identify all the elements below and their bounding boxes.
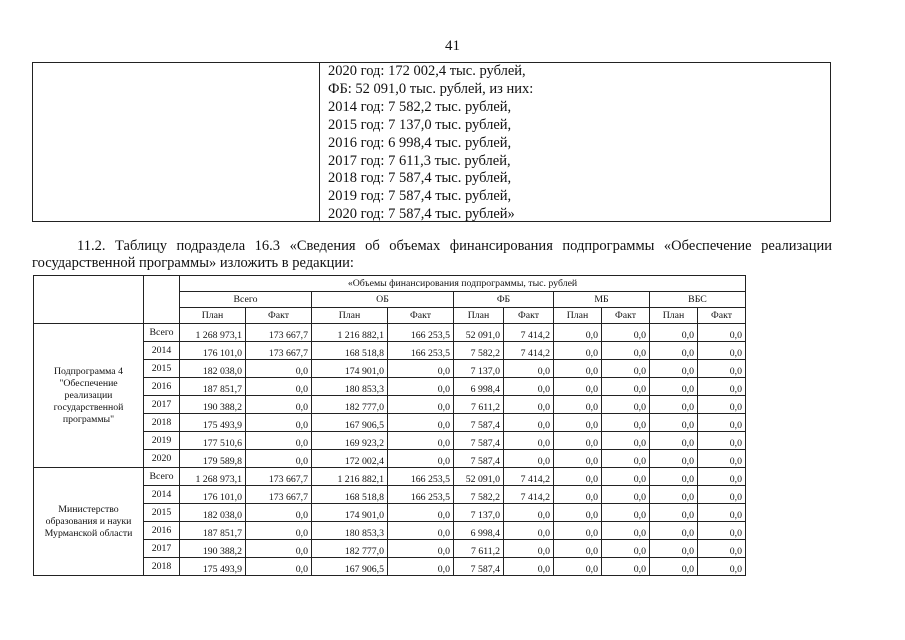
header-blank-name	[34, 276, 144, 324]
plan-header: План	[180, 308, 246, 324]
value-cell: 7 587,4	[454, 450, 504, 468]
page-number: 41	[445, 38, 460, 54]
fact-header: Факт	[504, 308, 554, 324]
value-cell: 7 137,0	[454, 360, 504, 378]
value-cell: 0,0	[504, 540, 554, 558]
plan-header: План	[312, 308, 388, 324]
fact-header: Факт	[698, 308, 746, 324]
value-cell: 7 582,2	[454, 342, 504, 360]
value-cell: 0,0	[504, 414, 554, 432]
value-cell: 7 587,4	[454, 432, 504, 450]
value-cell: 0,0	[554, 504, 602, 522]
value-cell: 0,0	[602, 504, 650, 522]
year-cell: 2016	[144, 378, 180, 396]
value-cell: 0,0	[602, 540, 650, 558]
value-cell: 0,0	[698, 486, 746, 504]
value-cell: 0,0	[504, 558, 554, 576]
year-cell: 2016	[144, 522, 180, 540]
value-cell: 0,0	[554, 486, 602, 504]
value-cell: 182 777,0	[312, 540, 388, 558]
value-cell: 182 038,0	[180, 360, 246, 378]
value-cell: 0,0	[554, 450, 602, 468]
value-cell: 7 582,2	[454, 486, 504, 504]
plan-header: План	[650, 308, 698, 324]
value-cell: 0,0	[504, 396, 554, 414]
value-cell: 173 667,7	[246, 342, 312, 360]
value-cell: 0,0	[698, 360, 746, 378]
value-cell: 176 101,0	[180, 486, 246, 504]
value-cell: 0,0	[246, 360, 312, 378]
value-cell: 0,0	[602, 522, 650, 540]
value-cell: 1 216 882,1	[312, 468, 388, 486]
value-cell: 0,0	[698, 468, 746, 486]
year-cell: 2014	[144, 486, 180, 504]
funding-line: ФБ: 52 091,0 тыс. рублей, из них:	[328, 80, 534, 97]
value-cell: 0,0	[388, 558, 454, 576]
group-header: ФБ	[454, 292, 554, 308]
value-cell: 7 414,2	[504, 342, 554, 360]
value-cell: 0,0	[698, 522, 746, 540]
value-cell: 7 414,2	[504, 486, 554, 504]
value-cell: 0,0	[698, 324, 746, 342]
value-cell: 0,0	[698, 432, 746, 450]
value-cell: 190 388,2	[180, 396, 246, 414]
continuation-table	[32, 62, 831, 222]
value-cell: 174 901,0	[312, 504, 388, 522]
value-cell: 52 091,0	[454, 468, 504, 486]
value-cell: 177 510,6	[180, 432, 246, 450]
funding-line: 2020 год: 172 002,4 тыс. рублей,	[328, 63, 526, 79]
group-header: Всего	[180, 292, 312, 308]
value-cell: 0,0	[388, 396, 454, 414]
value-cell: 180 853,3	[312, 522, 388, 540]
value-cell: 0,0	[698, 504, 746, 522]
value-cell: 0,0	[388, 504, 454, 522]
value-cell: 172 002,4	[312, 450, 388, 468]
funding-line: 2015 год: 7 137,0 тыс. рублей,	[328, 116, 512, 133]
value-cell: 7 414,2	[504, 468, 554, 486]
value-cell: 7 414,2	[504, 324, 554, 342]
funding-line: 2014 год: 7 582,2 тыс. рублей,	[328, 98, 512, 115]
value-cell: 0,0	[650, 468, 698, 486]
value-cell: 52 091,0	[454, 324, 504, 342]
value-cell: 0,0	[554, 414, 602, 432]
value-cell: 7 587,4	[454, 558, 504, 576]
year-cell: 2018	[144, 414, 180, 432]
funding-line: 2018 год: 7 587,4 тыс. рублей,	[328, 170, 512, 187]
plan-header: План	[454, 308, 504, 324]
year-cell: 2017	[144, 540, 180, 558]
year-cell: 2018	[144, 558, 180, 576]
value-cell: 169 923,2	[312, 432, 388, 450]
value-cell: 0,0	[388, 432, 454, 450]
value-cell: 0,0	[650, 522, 698, 540]
fact-header: Факт	[388, 308, 454, 324]
table-row	[34, 468, 746, 486]
value-cell: 0,0	[650, 540, 698, 558]
value-cell: 0,0	[602, 432, 650, 450]
value-cell: 0,0	[554, 540, 602, 558]
value-cell: 0,0	[246, 450, 312, 468]
value-cell: 0,0	[554, 342, 602, 360]
value-cell: 0,0	[650, 558, 698, 576]
value-cell: 166 253,5	[388, 324, 454, 342]
value-cell: 0,0	[650, 504, 698, 522]
value-cell: 0,0	[504, 522, 554, 540]
value-cell: 0,0	[650, 432, 698, 450]
fact-header: Факт	[246, 308, 312, 324]
header-blank-year	[144, 276, 180, 324]
column-divider	[319, 63, 320, 221]
value-cell: 7 137,0	[454, 504, 504, 522]
value-cell: 7 611,2	[454, 396, 504, 414]
value-cell: 0,0	[246, 522, 312, 540]
value-cell: 0,0	[602, 558, 650, 576]
value-cell: 0,0	[388, 522, 454, 540]
funding-lines	[328, 63, 533, 224]
group-header: МБ	[554, 292, 650, 308]
value-cell: 0,0	[504, 432, 554, 450]
value-cell: 0,0	[650, 342, 698, 360]
value-cell: 0,0	[650, 378, 698, 396]
value-cell: 0,0	[246, 414, 312, 432]
year-cell: 2019	[144, 432, 180, 450]
value-cell: 0,0	[602, 486, 650, 504]
value-cell: 0,0	[554, 558, 602, 576]
value-cell: 6 998,4	[454, 522, 504, 540]
value-cell: 0,0	[504, 378, 554, 396]
value-cell: 173 667,7	[246, 324, 312, 342]
value-cell: 0,0	[602, 378, 650, 396]
value-cell: 0,0	[698, 378, 746, 396]
funding-line: 2019 год: 7 587,4 тыс. рублей,	[328, 188, 512, 205]
value-cell: 175 493,9	[180, 558, 246, 576]
value-cell: 175 493,9	[180, 414, 246, 432]
section-name: Министерство образования и науки Мурманской области	[34, 468, 144, 576]
value-cell: 182 038,0	[180, 504, 246, 522]
value-cell: 0,0	[650, 450, 698, 468]
section-name: Подпрограмма 4 "Обеспечение реализации государственной программы"	[34, 324, 144, 468]
funding-line: 2016 год: 6 998,4 тыс. рублей,	[328, 134, 512, 151]
value-cell: 166 253,5	[388, 468, 454, 486]
value-cell: 0,0	[554, 360, 602, 378]
value-cell: 173 667,7	[246, 486, 312, 504]
value-cell: 1 216 882,1	[312, 324, 388, 342]
value-cell: 0,0	[554, 522, 602, 540]
value-cell: 0,0	[388, 360, 454, 378]
value-cell: 166 253,5	[388, 342, 454, 360]
value-cell: 173 667,7	[246, 468, 312, 486]
value-cell: 0,0	[388, 378, 454, 396]
value-cell: 0,0	[698, 450, 746, 468]
year-cell: Всего	[144, 324, 180, 342]
value-cell: 0,0	[698, 540, 746, 558]
year-cell: 2017	[144, 396, 180, 414]
value-cell: 0,0	[388, 450, 454, 468]
year-cell: 2020	[144, 450, 180, 468]
value-cell: 180 853,3	[312, 378, 388, 396]
value-cell: 187 851,7	[180, 378, 246, 396]
value-cell: 0,0	[554, 378, 602, 396]
funding-line: 2020 год: 7 587,4 тыс. рублей»	[328, 206, 515, 223]
year-cell: 2015	[144, 504, 180, 522]
value-cell: 176 101,0	[180, 342, 246, 360]
value-cell: 0,0	[246, 558, 312, 576]
value-cell: 0,0	[504, 504, 554, 522]
value-cell: 0,0	[554, 324, 602, 342]
financing-table	[33, 275, 746, 576]
value-cell: 0,0	[650, 414, 698, 432]
value-cell: 0,0	[698, 414, 746, 432]
table-row	[34, 324, 746, 342]
value-cell: 7 587,4	[454, 414, 504, 432]
value-cell: 0,0	[650, 486, 698, 504]
value-cell: 0,0	[602, 450, 650, 468]
value-cell: 0,0	[246, 540, 312, 558]
value-cell: 0,0	[554, 432, 602, 450]
value-cell: 0,0	[602, 396, 650, 414]
value-cell: 166 253,5	[388, 486, 454, 504]
year-cell: 2015	[144, 360, 180, 378]
amendment-paragraph: 11.2. Таблицу подраздела 16.3 «Сведения об объемах финансирования подпрограммы «Обеспечение реализации государственной программы» изложить в редакции:	[32, 238, 832, 271]
plan-header: План	[554, 308, 602, 324]
value-cell: 1 268 973,1	[180, 468, 246, 486]
value-cell: 190 388,2	[180, 540, 246, 558]
value-cell: 0,0	[246, 378, 312, 396]
group-header: ВБС	[650, 292, 746, 308]
value-cell: 182 777,0	[312, 396, 388, 414]
value-cell: 0,0	[388, 414, 454, 432]
value-cell: 187 851,7	[180, 522, 246, 540]
value-cell: 0,0	[602, 360, 650, 378]
value-cell: 0,0	[246, 396, 312, 414]
value-cell: 0,0	[650, 360, 698, 378]
table-caption: «Объемы финансирования подпрограммы, тыс. рублей	[180, 276, 746, 292]
value-cell: 0,0	[602, 324, 650, 342]
value-cell: 0,0	[504, 450, 554, 468]
value-cell: 0,0	[698, 396, 746, 414]
value-cell: 0,0	[650, 324, 698, 342]
fact-header: Факт	[602, 308, 650, 324]
value-cell: 6 998,4	[454, 378, 504, 396]
year-cell: 2014	[144, 342, 180, 360]
value-cell: 0,0	[698, 558, 746, 576]
value-cell: 0,0	[650, 396, 698, 414]
group-header: ОБ	[312, 292, 454, 308]
value-cell: 167 906,5	[312, 414, 388, 432]
value-cell: 168 518,8	[312, 342, 388, 360]
value-cell: 0,0	[246, 504, 312, 522]
funding-line: 2017 год: 7 611,3 тыс. рублей,	[328, 152, 511, 169]
value-cell: 0,0	[602, 414, 650, 432]
value-cell: 168 518,8	[312, 486, 388, 504]
value-cell: 0,0	[554, 396, 602, 414]
caption-row	[34, 276, 746, 292]
value-cell: 0,0	[504, 360, 554, 378]
value-cell: 0,0	[602, 468, 650, 486]
value-cell: 0,0	[602, 342, 650, 360]
value-cell: 0,0	[388, 540, 454, 558]
year-cell: Всего	[144, 468, 180, 486]
value-cell: 0,0	[246, 432, 312, 450]
value-cell: 167 906,5	[312, 558, 388, 576]
value-cell: 0,0	[554, 468, 602, 486]
value-cell: 7 611,2	[454, 540, 504, 558]
value-cell: 179 589,8	[180, 450, 246, 468]
value-cell: 0,0	[698, 342, 746, 360]
value-cell: 174 901,0	[312, 360, 388, 378]
value-cell: 1 268 973,1	[180, 324, 246, 342]
